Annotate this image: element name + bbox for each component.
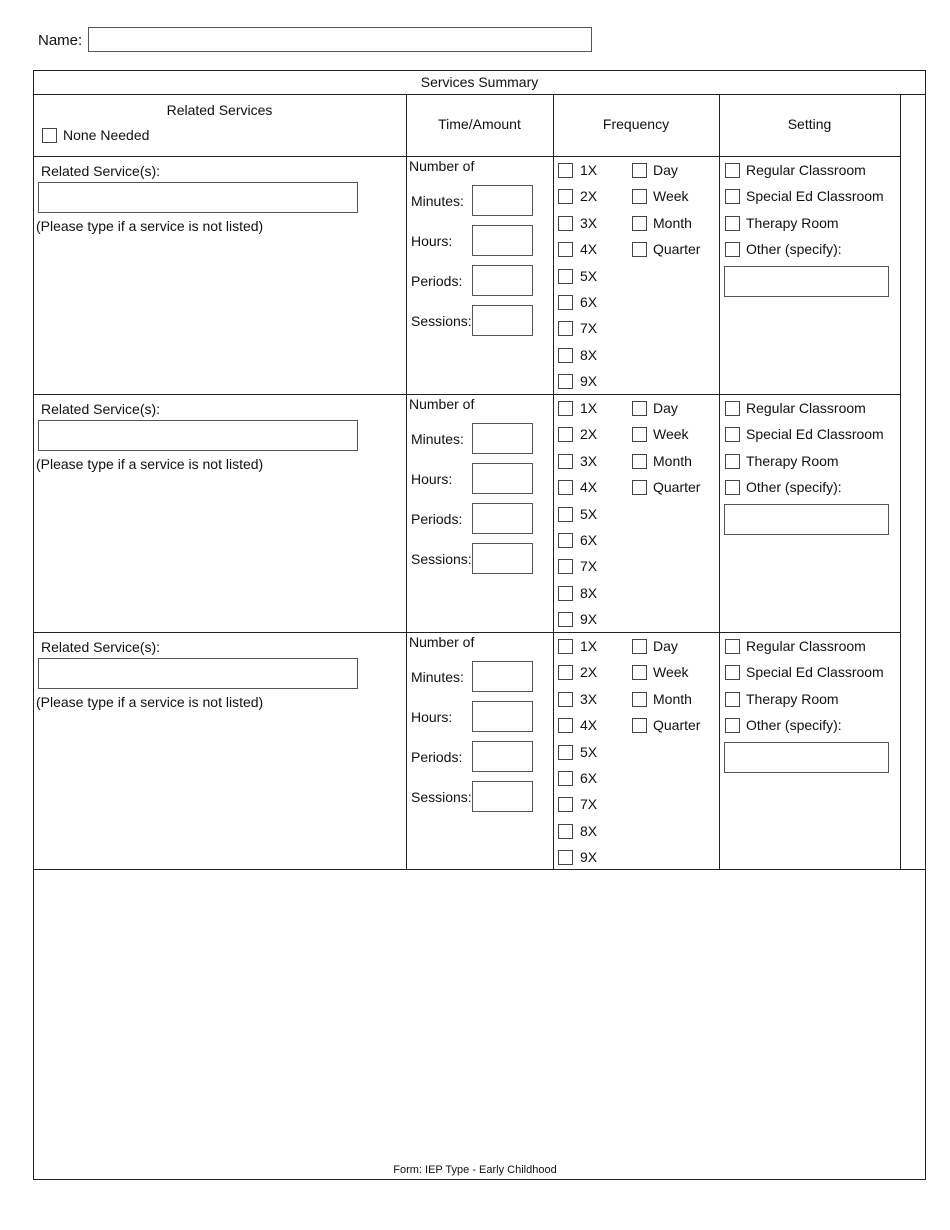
related-services-header: Related Services [166, 102, 273, 118]
setting-label: Therapy Room [746, 452, 839, 469]
freq-count-label: 7X [580, 796, 598, 813]
freq-count-label: 3X [580, 214, 598, 231]
freq-count-label: 1X [580, 162, 598, 178]
freq-count-label: 8X [580, 584, 598, 601]
setting-label: Regular Classroom [746, 162, 866, 178]
minutes-label: Minutes: [411, 431, 464, 447]
sessions-input[interactable] [472, 543, 533, 574]
freq-count-checkbox[interactable] [558, 771, 573, 786]
setting-checkbox[interactable] [725, 242, 740, 257]
freq-count-checkbox[interactable] [558, 692, 573, 707]
freq-count-checkbox[interactable] [558, 797, 573, 812]
minutes-label: Minutes: [411, 669, 464, 685]
setting-checkbox[interactable] [725, 401, 740, 416]
freq-count-label: 7X [580, 320, 598, 337]
related-service-input[interactable] [38, 420, 358, 451]
freq-count-label: 7X [580, 558, 598, 575]
freq-count-label: 9X [580, 849, 598, 866]
none-needed-checkbox[interactable] [42, 128, 57, 143]
service-row [0, 632, 950, 870]
freq-period-label: Week [653, 188, 689, 205]
freq-period-label: Month [653, 214, 692, 231]
minutes-input[interactable] [472, 185, 533, 216]
services-summary-title: Services Summary [420, 74, 539, 90]
periods-input[interactable] [472, 265, 533, 296]
title-divider [33, 94, 926, 95]
name-label: Name: [38, 32, 83, 49]
hours-label: Hours: [411, 709, 453, 725]
freq-count-label: 2X [580, 664, 598, 681]
freq-count-checkbox[interactable] [558, 163, 573, 178]
setting-label: Special Ed Classroom [746, 188, 884, 205]
hours-input[interactable] [472, 701, 533, 732]
number-of-label: Number of [409, 158, 475, 174]
freq-period-checkbox[interactable] [632, 401, 647, 416]
sessions-input[interactable] [472, 305, 533, 336]
freq-period-checkbox[interactable] [632, 189, 647, 204]
setting-checkbox[interactable] [725, 189, 740, 204]
freq-count-label: 5X [580, 743, 598, 760]
setting-label: Other (specify): [746, 241, 842, 258]
freq-period-checkbox[interactable] [632, 718, 647, 733]
setting-label: Special Ed Classroom [746, 664, 884, 681]
periods-label: Periods: [411, 749, 463, 765]
hours-label: Hours: [411, 471, 453, 487]
related-service-hint: (Please type if a service is not listed) [36, 456, 264, 472]
freq-count-label: 3X [580, 690, 598, 707]
minutes-input[interactable] [472, 661, 533, 692]
related-service-label: Related Service(s): [41, 401, 161, 417]
setting-label: Special Ed Classroom [746, 426, 884, 443]
setting-checkbox[interactable] [725, 216, 740, 231]
freq-count-checkbox[interactable] [558, 480, 573, 495]
freq-period-checkbox[interactable] [632, 639, 647, 654]
freq-period-checkbox[interactable] [632, 242, 647, 257]
freq-period-label: Week [653, 664, 689, 681]
frequency-header: Frequency [602, 116, 670, 132]
other-setting-input[interactable] [724, 266, 889, 297]
setting-header: Setting [787, 116, 832, 132]
related-service-input[interactable] [38, 658, 358, 689]
freq-period-checkbox[interactable] [632, 665, 647, 680]
hours-label: Hours: [411, 233, 453, 249]
freq-count-label: 8X [580, 822, 598, 839]
freq-count-checkbox[interactable] [558, 216, 573, 231]
freq-count-checkbox[interactable] [558, 718, 573, 733]
freq-period-label: Month [653, 452, 692, 469]
freq-count-checkbox[interactable] [558, 665, 573, 680]
freq-period-label: Day [653, 638, 678, 654]
form-type-footer: Form: IEP Type - Early Childhood [393, 1164, 557, 1176]
freq-period-checkbox[interactable] [632, 692, 647, 707]
setting-checkbox[interactable] [725, 480, 740, 495]
freq-count-checkbox[interactable] [558, 348, 573, 363]
freq-count-label: 6X [580, 294, 598, 310]
freq-period-label: Week [653, 426, 689, 443]
freq-count-label: 5X [580, 267, 598, 284]
hours-input[interactable] [472, 225, 533, 256]
setting-checkbox[interactable] [725, 692, 740, 707]
sessions-input[interactable] [472, 781, 533, 812]
setting-checkbox[interactable] [725, 665, 740, 680]
freq-count-checkbox[interactable] [558, 559, 573, 574]
number-of-label: Number of [409, 634, 475, 650]
periods-input[interactable] [472, 503, 533, 534]
freq-count-checkbox[interactable] [558, 374, 573, 389]
freq-count-label: 6X [580, 770, 598, 786]
setting-label: Other (specify): [746, 717, 842, 734]
freq-count-checkbox[interactable] [558, 269, 573, 284]
freq-count-label: 9X [580, 373, 598, 390]
freq-count-label: 4X [580, 479, 598, 496]
freq-count-label: 2X [580, 188, 598, 205]
freq-count-checkbox[interactable] [558, 850, 573, 865]
sessions-label: Sessions: [411, 313, 472, 329]
sessions-label: Sessions: [411, 551, 472, 567]
freq-count-checkbox[interactable] [558, 507, 573, 522]
setting-checkbox[interactable] [725, 454, 740, 469]
freq-period-checkbox[interactable] [632, 427, 647, 442]
freq-count-checkbox[interactable] [558, 745, 573, 760]
freq-count-checkbox[interactable] [558, 189, 573, 204]
freq-period-label: Quarter [653, 717, 701, 734]
other-setting-input[interactable] [724, 504, 889, 535]
setting-checkbox[interactable] [725, 718, 740, 733]
freq-count-checkbox[interactable] [558, 612, 573, 627]
setting-label: Regular Classroom [746, 638, 866, 654]
freq-period-checkbox[interactable] [632, 216, 647, 231]
freq-period-label: Month [653, 690, 692, 707]
setting-label: Other (specify): [746, 479, 842, 496]
freq-count-label: 4X [580, 241, 598, 258]
periods-label: Periods: [411, 273, 463, 289]
freq-period-label: Quarter [653, 479, 701, 496]
freq-period-label: Day [653, 400, 678, 416]
minutes-input[interactable] [472, 423, 533, 454]
freq-count-checkbox[interactable] [558, 427, 573, 442]
setting-label: Regular Classroom [746, 400, 866, 416]
number-of-label: Number of [409, 396, 475, 412]
name-input[interactable] [88, 27, 592, 52]
related-service-hint: (Please type if a service is not listed) [36, 694, 264, 710]
freq-count-checkbox[interactable] [558, 533, 573, 548]
notes-area [33, 869, 926, 1180]
none-needed-label: None Needed [63, 127, 150, 143]
freq-count-checkbox[interactable] [558, 401, 573, 416]
freq-count-checkbox[interactable] [558, 321, 573, 336]
setting-checkbox[interactable] [725, 639, 740, 654]
freq-count-checkbox[interactable] [558, 242, 573, 257]
freq-count-label: 1X [580, 638, 598, 654]
freq-period-checkbox[interactable] [632, 163, 647, 178]
freq-count-label: 5X [580, 505, 598, 522]
freq-count-checkbox[interactable] [558, 295, 573, 310]
related-service-label: Related Service(s): [41, 163, 161, 179]
periods-input[interactable] [472, 741, 533, 772]
freq-period-checkbox[interactable] [632, 454, 647, 469]
freq-period-checkbox[interactable] [632, 480, 647, 495]
related-service-label: Related Service(s): [41, 639, 161, 655]
freq-count-label: 3X [580, 452, 598, 469]
related-service-hint: (Please type if a service is not listed) [36, 218, 264, 234]
freq-count-label: 9X [580, 611, 598, 628]
freq-count-checkbox[interactable] [558, 586, 573, 601]
setting-checkbox[interactable] [725, 427, 740, 442]
setting-label: Therapy Room [746, 214, 839, 231]
periods-label: Periods: [411, 511, 463, 527]
related-service-input[interactable] [38, 182, 358, 213]
time-amount-header: Time/Amount [438, 116, 521, 132]
setting-checkbox[interactable] [725, 163, 740, 178]
freq-count-checkbox[interactable] [558, 454, 573, 469]
freq-count-checkbox[interactable] [558, 824, 573, 839]
service-row [0, 394, 950, 632]
freq-count-label: 2X [580, 426, 598, 443]
minutes-label: Minutes: [411, 193, 464, 209]
freq-period-label: Day [653, 162, 678, 178]
freq-count-label: 4X [580, 717, 598, 734]
service-row [0, 156, 950, 394]
freq-period-label: Quarter [653, 241, 701, 258]
freq-count-label: 8X [580, 346, 598, 363]
hours-input[interactable] [472, 463, 533, 494]
setting-label: Therapy Room [746, 690, 839, 707]
freq-count-label: 1X [580, 400, 598, 416]
freq-count-checkbox[interactable] [558, 639, 573, 654]
sessions-label: Sessions: [411, 789, 472, 805]
freq-count-label: 6X [580, 532, 598, 548]
other-setting-input[interactable] [724, 742, 889, 773]
